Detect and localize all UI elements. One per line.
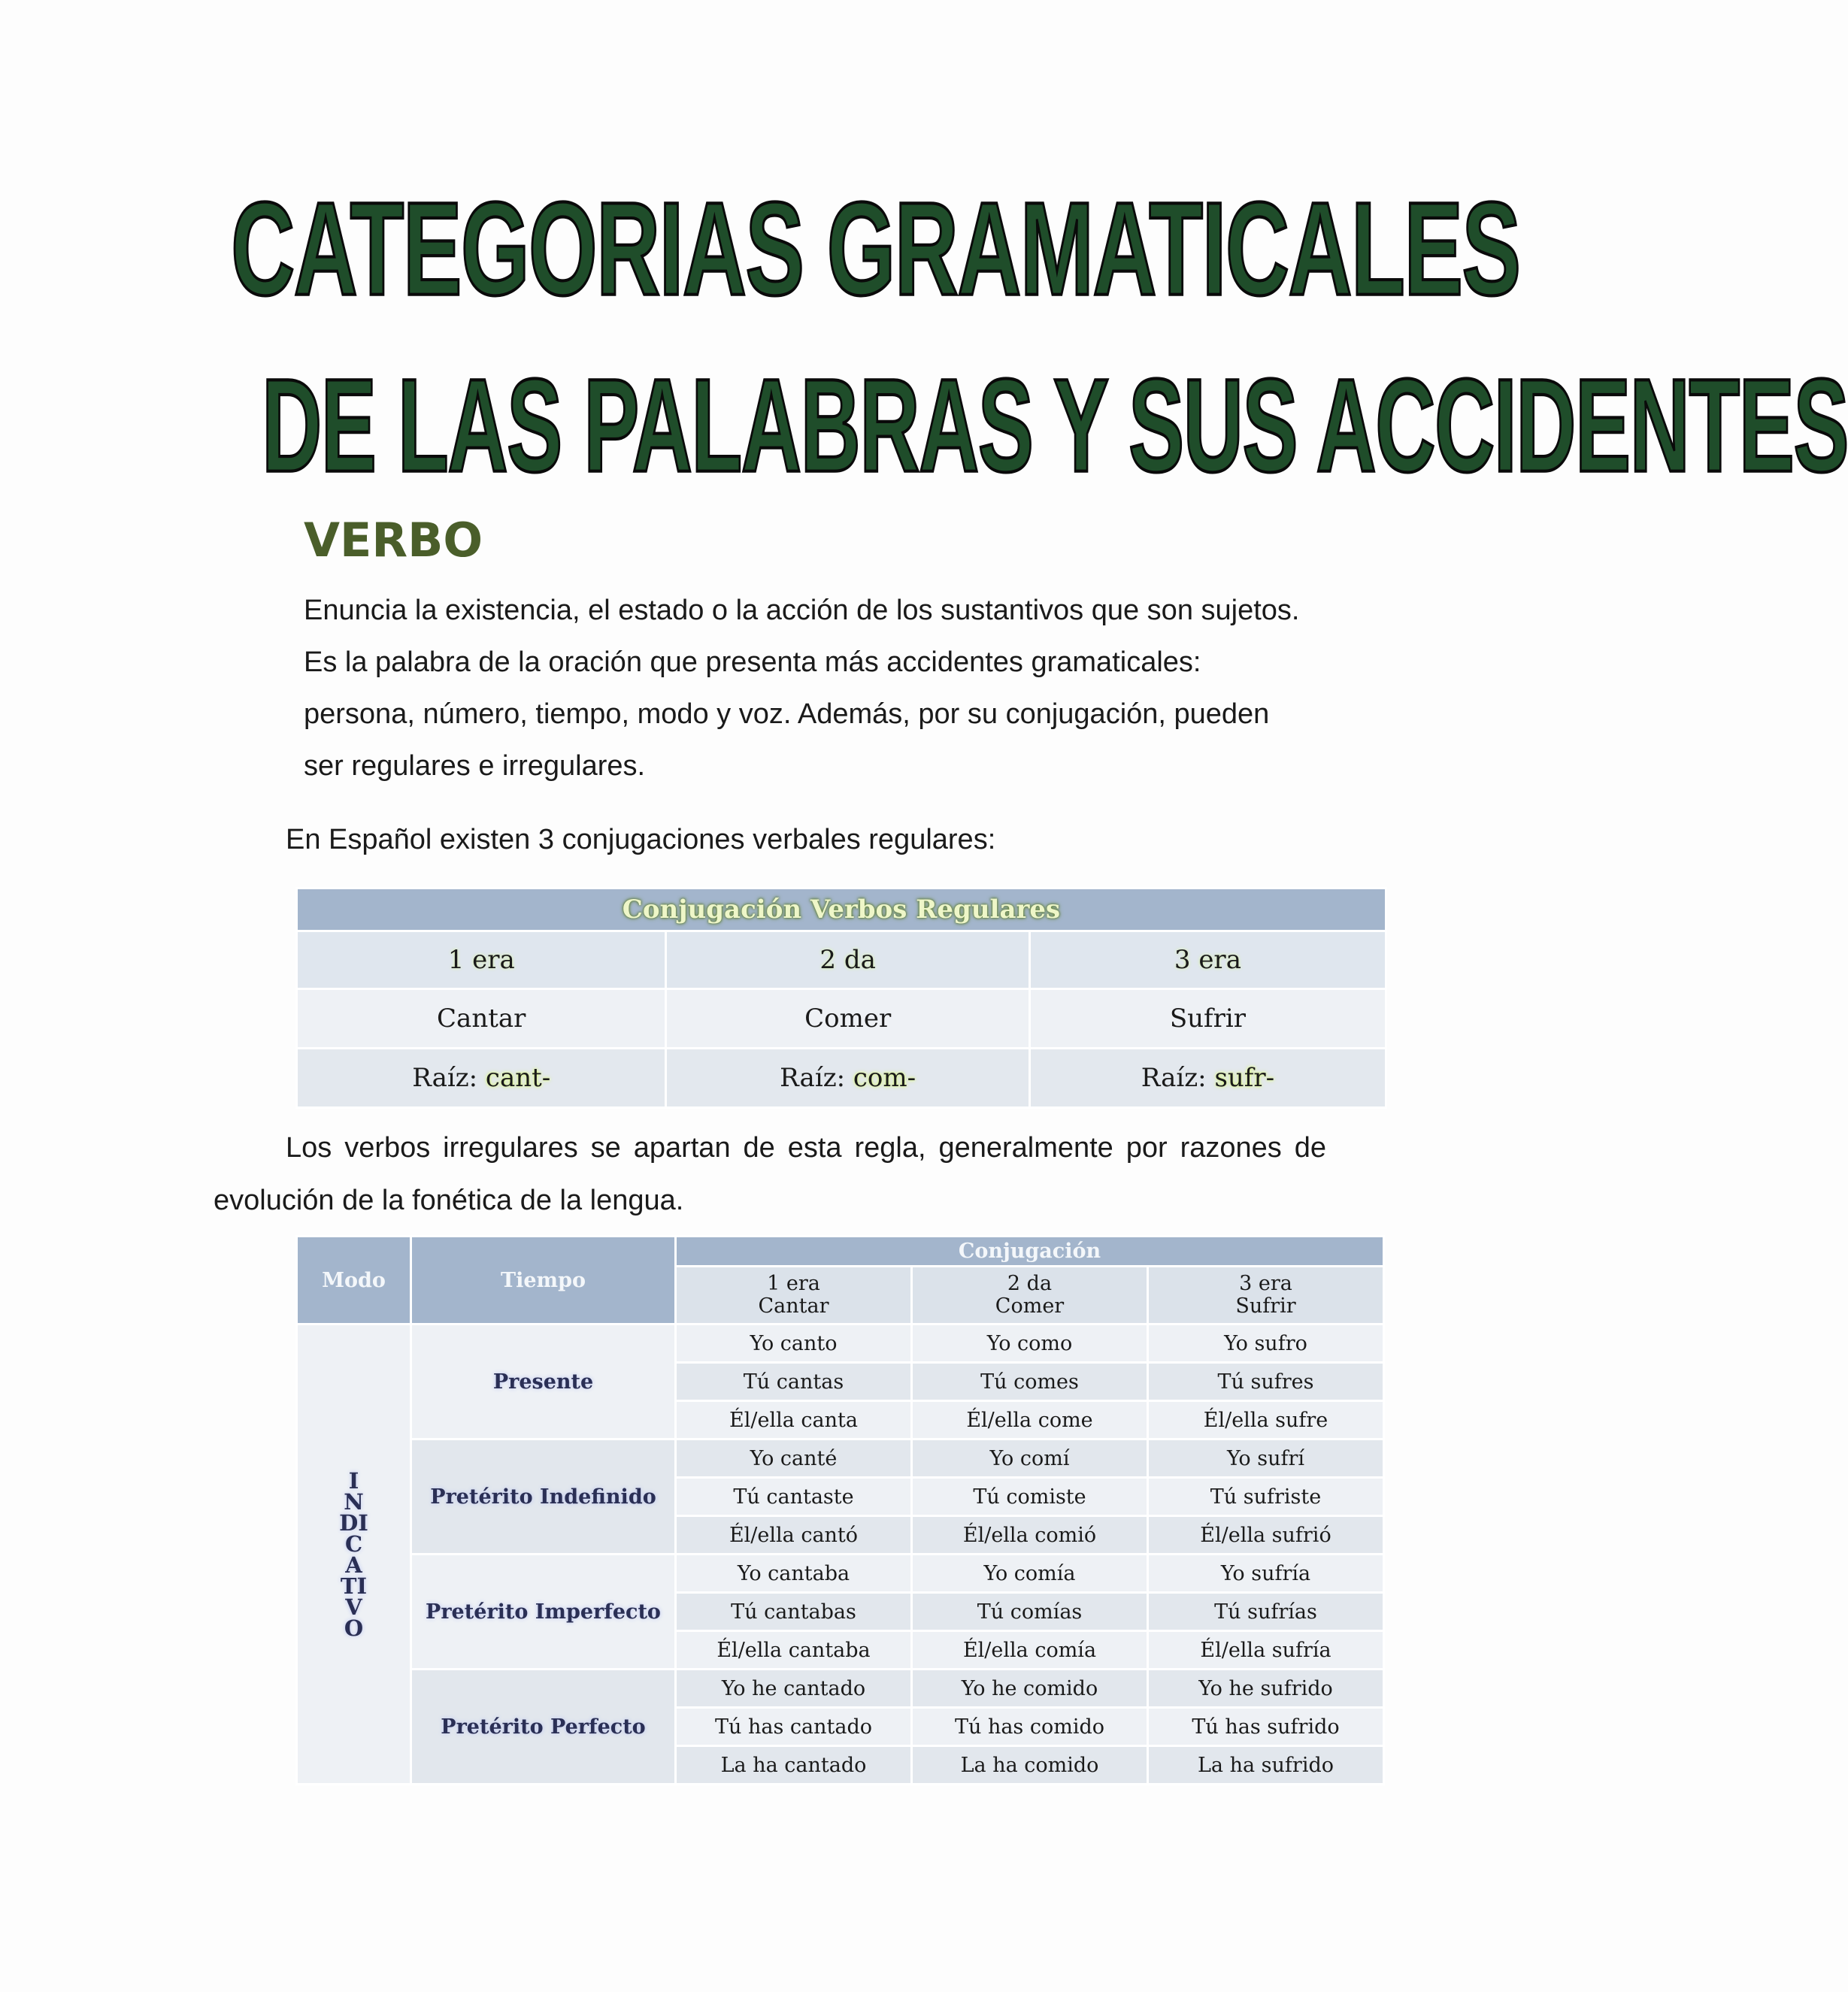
conjugation-cell: Tú comiste <box>912 1478 1148 1516</box>
conjugation-cell: Él/ella sufrió <box>1148 1516 1384 1555</box>
conjugation-cell: Él/ella sufría <box>1148 1631 1384 1670</box>
conjugation-cell: Él/ella comió <box>912 1516 1148 1555</box>
conjugation-cell: Yo canto <box>676 1324 912 1363</box>
page-title-line-2: DE LAS PALABRAS Y SUS ACCIDENTES <box>262 351 1848 500</box>
modo-header: Modo <box>297 1237 411 1324</box>
conjugation-cell: Yo canté <box>676 1440 912 1478</box>
irregular-verbs-paragraph: Los verbos irregulares se apartan de esta regla, generalmente por razones de evolución de la fonética de la lengua. <box>214 1132 1326 1216</box>
conjugation-cell: Yo sufro <box>1148 1324 1384 1363</box>
conjugation-subheader <box>676 1267 912 1324</box>
conjugation-order: 2 da <box>1007 1272 1053 1295</box>
conjugation-cell: Yo como <box>912 1324 1148 1363</box>
conjugation-header: Conjugación <box>676 1237 1384 1267</box>
conjugation-header: 1 era <box>297 931 666 989</box>
regular-conjugation-table <box>295 887 1387 1109</box>
tiempo-cell: Presente <box>411 1324 676 1440</box>
conjugation-cell: La ha comido <box>912 1746 1148 1785</box>
page-title-line-1: CATEGORIAS GRAMATICALES <box>231 174 1520 323</box>
tiempo-header: Tiempo <box>411 1237 676 1324</box>
conjugation-cell: Yo he cantado <box>676 1670 912 1708</box>
conjugation-cell: Tú comías <box>912 1593 1148 1631</box>
conjugation-header: 2 da <box>666 931 1029 989</box>
conjugation-cell: Tú has sufrido <box>1148 1708 1384 1746</box>
conjugation-verb: Cantar <box>758 1294 829 1318</box>
conjugation-cell: Él/ella cantaba <box>676 1631 912 1670</box>
conjugation-cell: Tú sufriste <box>1148 1478 1384 1516</box>
intro-paragraph: Enuncia la existencia, el estado o la acción de los sustantivos que son sujetos. Es la palabra de la oración que presenta más accidentes gramaticales: persona, número, tiempo, modo y voz. Además, por su conjugación, pueden ser regulares e irregulares. <box>304 595 1300 782</box>
conjugation-cell: Él/ella canta <box>676 1401 912 1440</box>
regular-conjugations-lead: En Español existen 3 conjugaciones verbales regulares: <box>286 824 996 855</box>
conjugation-cell: Yo comí <box>912 1440 1148 1478</box>
conjugation-cell: Yo he sufrido <box>1148 1670 1384 1708</box>
conjugation-cell: Tú sufres <box>1148 1363 1384 1401</box>
conjugation-cell: Tú cantas <box>676 1363 912 1401</box>
conjugation-subheader <box>912 1267 1148 1324</box>
conjugation-subheader <box>1148 1267 1384 1324</box>
root-value: com- <box>853 1063 916 1093</box>
conjugation-cell: Él/ella come <box>912 1401 1148 1440</box>
conjugation-order: 3 era <box>1239 1272 1292 1295</box>
tiempo-cell: Pretérito Imperfecto <box>411 1555 676 1670</box>
modo-label: INDICATIVO <box>339 1467 368 1641</box>
conjugation-cell: Tú sufrías <box>1148 1593 1384 1631</box>
conjugation-cell: Tú comes <box>912 1363 1148 1401</box>
root-cell <box>1029 1049 1386 1108</box>
root-value: cant- <box>485 1063 551 1093</box>
conjugation-cell: Tú cantaste <box>676 1478 912 1516</box>
conjugation-cell: Él/ella cantó <box>676 1516 912 1555</box>
conjugation-cell: Yo sufrí <box>1148 1440 1384 1478</box>
modo-cell <box>297 1324 411 1785</box>
conjugation-cell: Yo sufría <box>1148 1555 1384 1593</box>
conjugation-cell: Tú has comido <box>912 1708 1148 1746</box>
conjugation-cell: Él/ella sufre <box>1148 1401 1384 1440</box>
verb-cell: Cantar <box>297 989 666 1049</box>
root-label: Raíz: <box>1141 1063 1207 1093</box>
root-value: sufr- <box>1214 1063 1275 1093</box>
conjugation-cell: La ha cantado <box>676 1746 912 1785</box>
conjugation-cell: Yo comía <box>912 1555 1148 1593</box>
tiempo-cell: Pretérito Perfecto <box>411 1670 676 1785</box>
tiempo-cell: Pretérito Indefinido <box>411 1440 676 1555</box>
root-cell <box>666 1049 1029 1108</box>
conjugation-cell: La ha sufrido <box>1148 1746 1384 1785</box>
verb-cell: Comer <box>666 989 1029 1049</box>
section-heading: VERBO <box>304 513 483 568</box>
conjugation-verb: Comer <box>995 1294 1065 1318</box>
conjugation-order: 1 era <box>767 1272 820 1295</box>
conjugation-header: 3 era <box>1029 931 1386 989</box>
conjugation-cell: Yo he comido <box>912 1670 1148 1708</box>
indicative-conjugation-table <box>295 1235 1385 1785</box>
table-title: Conjugación Verbos Regulares <box>297 889 1386 931</box>
conjugation-verb: Sufrir <box>1235 1294 1296 1318</box>
root-label: Raíz: <box>780 1063 846 1093</box>
root-cell <box>297 1049 666 1108</box>
conjugation-cell: Yo cantaba <box>676 1555 912 1593</box>
root-label: Raíz: <box>412 1063 478 1093</box>
conjugation-cell: Tú cantabas <box>676 1593 912 1631</box>
conjugation-cell: Tú has cantado <box>676 1708 912 1746</box>
verb-cell: Sufrir <box>1029 989 1386 1049</box>
conjugation-cell: Él/ella comía <box>912 1631 1148 1670</box>
